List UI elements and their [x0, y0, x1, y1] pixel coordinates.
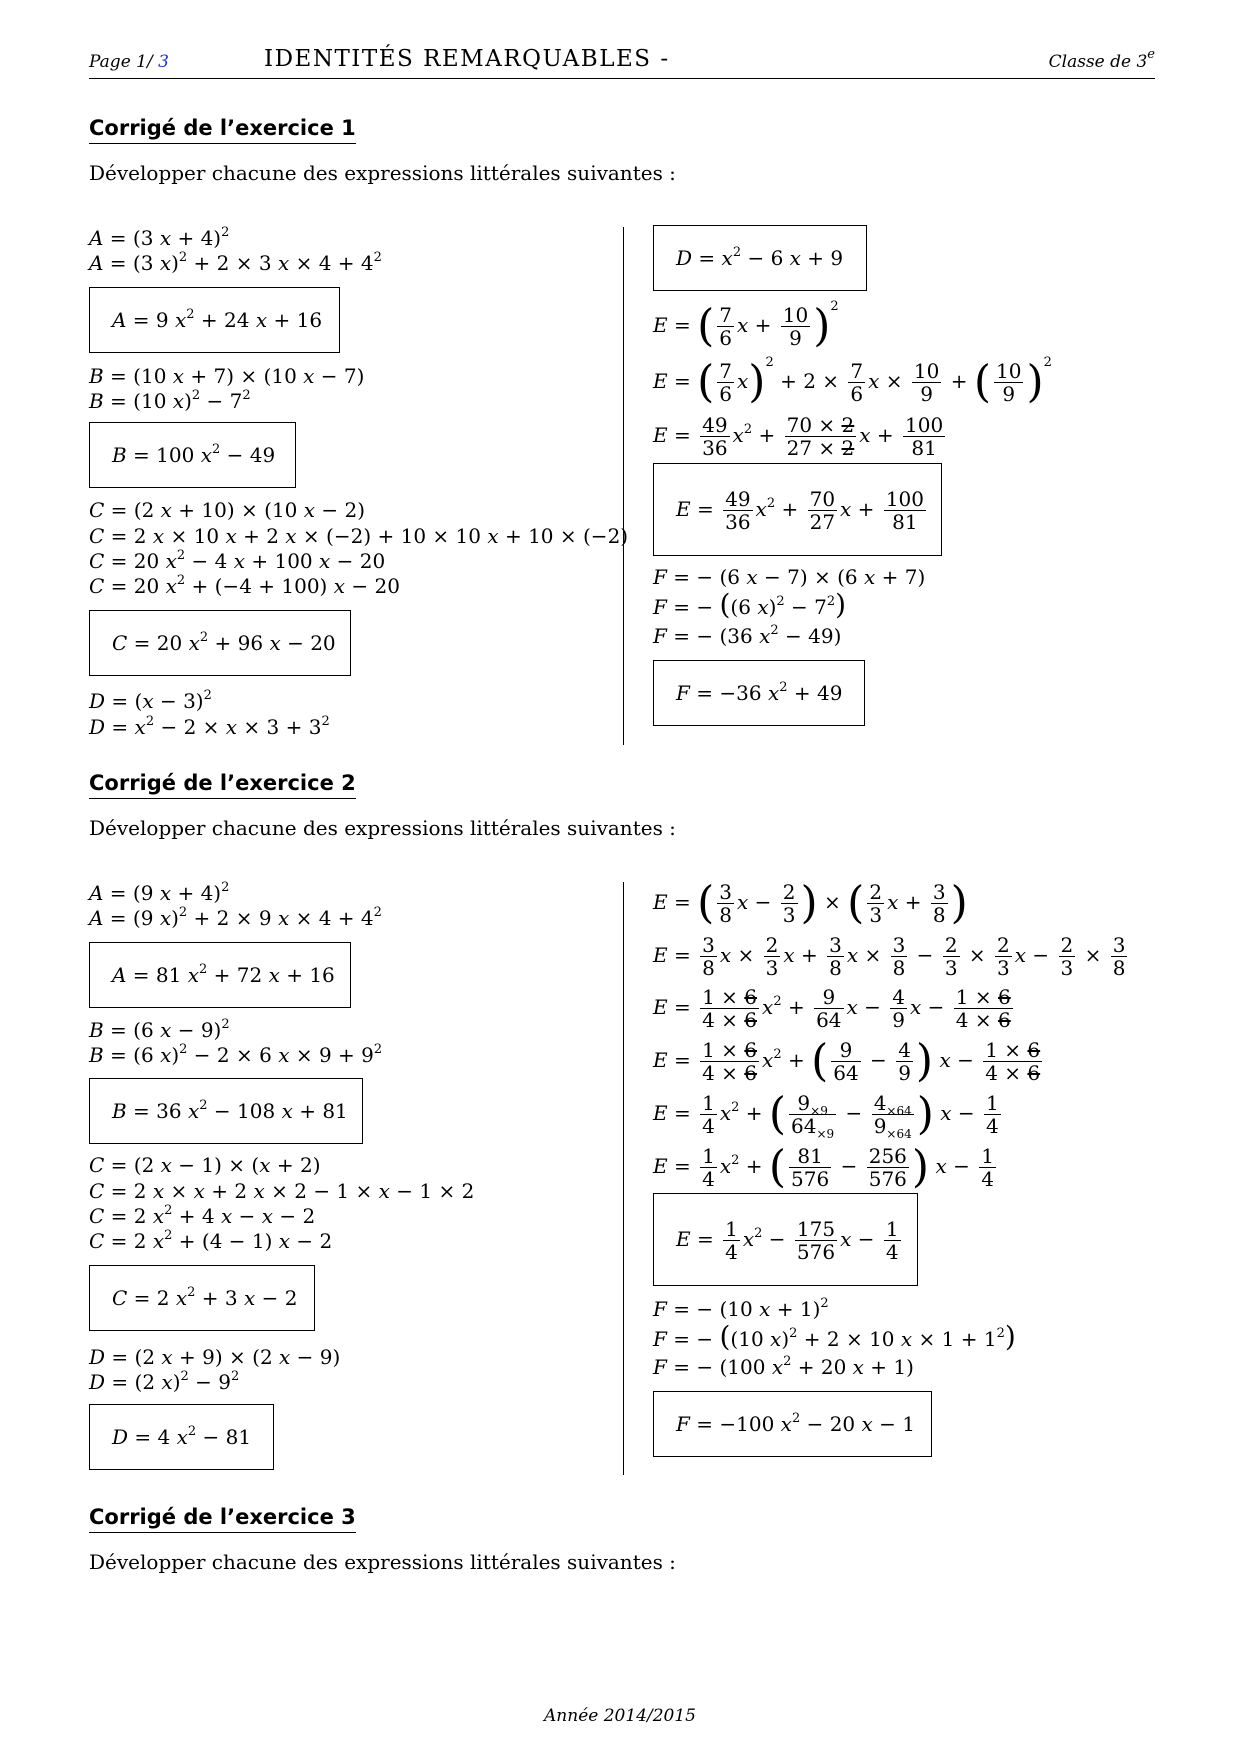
page-total-link[interactable]: 3	[158, 52, 169, 72]
math-line: E = $\frac{1}{4}$ $x^2$ + ( $\frac{81}{576}$ − $\frac{256}{576}$ ) x − $\frac{1}{4}$	[653, 1141, 994, 1193]
math-line: B = (10 $x)^2 - 7^2$	[89, 388, 251, 413]
math-line: A = (9 x + 4)$^2$	[89, 880, 230, 905]
column-divider	[623, 227, 624, 745]
result-box	[89, 1265, 315, 1331]
math-line: E = ( $\frac{7}{6}$ x)$^2$ + 2 × $\frac{7}{6}$ x × $\frac{10}{9}$ + ( $\frac{10}{9}$ )$^2$	[653, 355, 1052, 408]
math-line: C = (2 x − 1) × (x + 2)	[89, 1153, 321, 1177]
result-E: E = $\frac{1}{4}$ $x^2$ − $\frac{175}{576}$ x − $\frac{1}{4}$	[676, 1217, 899, 1264]
result-box	[89, 610, 351, 676]
result-D: D = 4 $x^2 - 81$	[112, 1424, 252, 1449]
page-number: Page 1/ 3	[89, 52, 169, 72]
result-B: B = 100 $x^2 - 49$	[112, 442, 276, 467]
math-line: F = − ((6 $x)^2 - 7^2$)	[653, 588, 847, 621]
math-line: D = (2 $x)^2 - 9^2$	[89, 1369, 240, 1394]
exercise-1-title: Corrigé de l’exercice 1	[89, 116, 356, 144]
result-box	[89, 287, 340, 353]
math-line: C = 2 x × 10 x + 2 x × (−2) + 10 × 10 x + 10 × (−2)	[89, 524, 629, 548]
math-line: B = (10 x + 7) × (10 x − 7)	[89, 364, 365, 388]
result-box	[653, 463, 942, 556]
math-line: F = − (100 $x^2 + 20$ x + 1)	[653, 1354, 914, 1379]
math-line: B = (6 x − 9)$^2$	[89, 1017, 230, 1042]
math-line: C = 20 $x^2 + (-4 + 100) x - 20$	[89, 573, 400, 598]
result-box	[653, 1193, 918, 1286]
math-line: F = − (36 $x^2 - 49$)	[653, 623, 842, 648]
result-box	[89, 1404, 274, 1470]
column-divider	[623, 882, 624, 1475]
exercise-3-title: Corrigé de l’exercice 3	[89, 1505, 356, 1533]
exercise-1	[89, 116, 1155, 185]
math-line: B = (6 x)$^2$ − 2 × 6 $x \times 9 + 9^2$	[89, 1042, 383, 1067]
exercise-3	[89, 1505, 1155, 1574]
math-line: A = (3 x)$^2$ + 2 × 3 $x \times 4 + 4^2$	[89, 250, 382, 275]
exercise-1-instruction: Développer chacune des expressions littérales suivantes :	[89, 161, 676, 185]
result-box	[89, 422, 296, 488]
result-F: F = −100 $x^2 - 20$ x − 1	[676, 1411, 915, 1436]
math-line: A = (3 x + 4)$^2$	[89, 225, 230, 250]
math-line: E = $\frac{1}{4}$ $x^2$ + ( $\frac{9_{\times 9}}{64_{\times 9}}$ − $\frac{4_{\times 64}}{9_{\times 64}}$ ) x − $\frac{1}{4}$	[653, 1088, 999, 1141]
math-line: E = $\frac{3}{8}$ x × $\frac{2}{3}$ x + $\frac{3}{8}$ x × $\frac{3}{8}$ − $\frac{2}{3}$ × $\frac{2}{3}$ x − $\frac{2}{3}$ × $\frac{3}{8}$	[653, 933, 1126, 980]
exercise-3-instruction: Développer chacune des expressions littérales suivantes :	[89, 1550, 676, 1574]
result-A: A = 81 $x^2 + 72$ x + 16	[112, 962, 335, 987]
exercise-2-instruction: Développer chacune des expressions littérales suivantes :	[89, 816, 676, 840]
result-B: B = 36 $x^2 - 108$ x + 81	[112, 1098, 348, 1123]
result-box	[653, 225, 867, 291]
result-C: C = 20 $x^2 + 96$ x − 20	[112, 630, 336, 655]
result-E: E = $\frac{49}{36}$ $x^2$ + $\frac{70}{27}$ x + $\frac{100}{81}$	[676, 487, 924, 534]
result-box	[89, 942, 351, 1008]
page-footer: Année 2014/2015	[544, 1706, 696, 1726]
math-line: E = ( $\frac{7}{6}$ x + $\frac{10}{9}$ )$^2$	[653, 299, 839, 352]
exercise-2-title: Corrigé de l’exercice 2	[89, 771, 356, 799]
math-line: F = − ((10 x)$^2$ + 2 × 10 $x \times 1 + 1^2$)	[653, 1320, 1016, 1353]
math-line: C = (2 x + 10) × (10 x − 2)	[89, 498, 366, 522]
document-title: IDENTITÉS REMARQUABLES -	[264, 46, 670, 72]
exercise-2	[89, 771, 1155, 840]
result-box	[653, 660, 865, 726]
result-C: C = 2 $x^2 + 3$ x − 2	[112, 1285, 298, 1310]
result-A: A = 9 $x^2 + 24$ x + 16	[112, 307, 323, 332]
class-label: Classe de 3e	[1048, 47, 1155, 72]
math-line: C = 2 $x^2 + 4$ x − x − 2	[89, 1203, 316, 1228]
math-line: C = 2 $x^2 + (4 - 1) x - 2$	[89, 1228, 333, 1253]
result-F: F = −36 $x^2 + 49$	[676, 680, 843, 705]
math-line: A = (9 x)$^2$ + 2 × 9 $x \times 4 + 4^2$	[89, 905, 382, 930]
math-line: E = $\frac{1 \times 6}{4 \times 6}$ $x^2$ + ( $\frac{9}{64}$ − $\frac{4}{9}$ ) x − $\frac{1 \times 6}{4 \times 6}$	[653, 1035, 1041, 1087]
math-line: F = − (6 x − 7) × (6 x + 7)	[653, 565, 926, 589]
math-line: C = 2 x × x + 2 x × 2 − 1 × x − 1 × 2	[89, 1179, 475, 1203]
math-line: $D = x^2 - 2 \times x \times 3 + 3^2$	[89, 714, 330, 739]
math-line: E = $\frac{49}{36}$ $x^2$ + $\frac{70 \times 2}{27 \times 2}$ x + $\frac{100}{81}$	[653, 413, 944, 460]
math-line: E = $\frac{1 \times 6}{4 \times 6}$ $x^2$ + $\frac{9}{64}$ x − $\frac{4}{9}$ x − $\frac{1 \times 6}{4 \times 6}$	[653, 985, 1011, 1032]
math-line: F = − (10 x + 1)$^2$	[653, 1296, 829, 1321]
result-D: $D = x^2 - 6$ x + 9	[676, 245, 844, 270]
math-line: E = ( $\frac{3}{8}$ x − $\frac{2}{3}$ ) × ( $\frac{2}{3}$ x + $\frac{3}{8}$ )	[653, 877, 968, 929]
math-line: D = (2 x + 9) × (2 x − 9)	[89, 1345, 341, 1369]
result-box	[653, 1391, 932, 1457]
page-header	[89, 44, 1155, 79]
math-line: C = 20 $x^2 - 4$ x + 100 x − 20	[89, 548, 386, 573]
math-line: $D = (x - 3)^2$	[89, 688, 212, 713]
result-box	[89, 1078, 363, 1144]
